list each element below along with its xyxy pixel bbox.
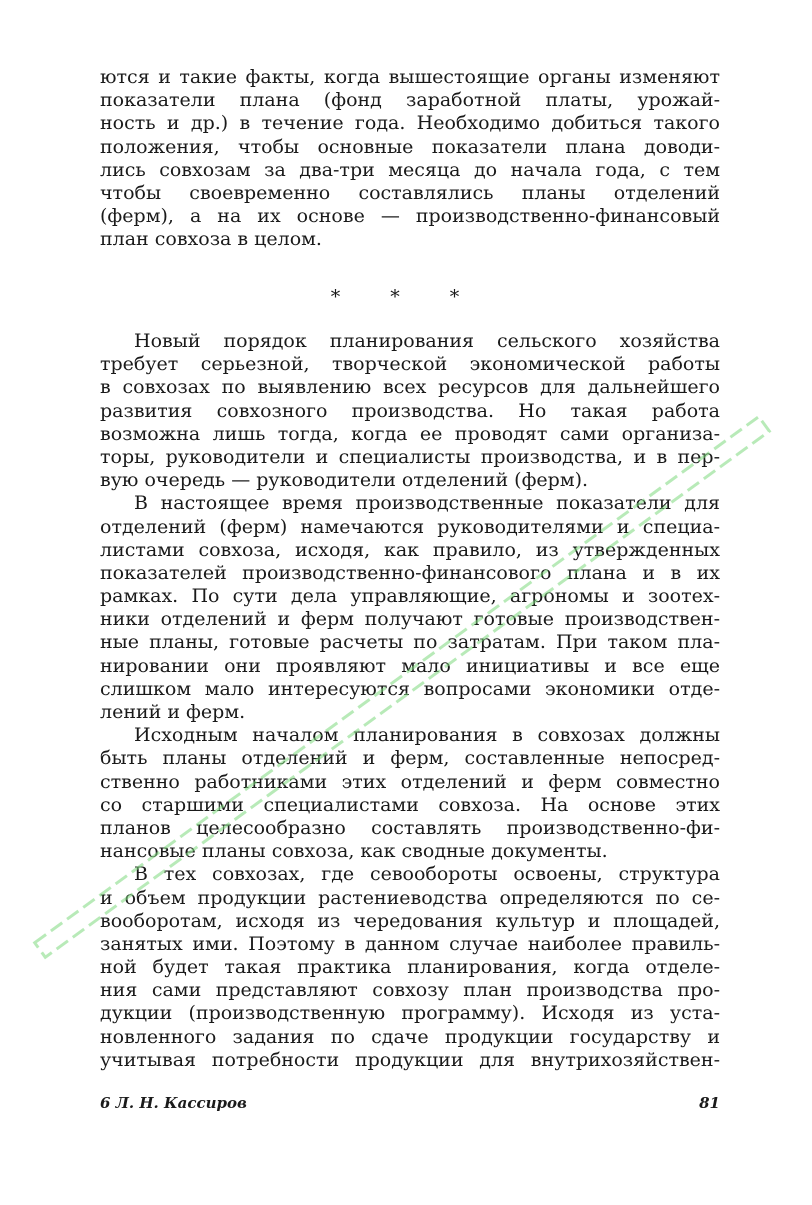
text-line: вую очередь — руководители отделений (ферм).: [100, 469, 589, 492]
body-text: [100, 330, 720, 1072]
text-line: ные планы, готовые расчеты по затратам. При таком пла-: [100, 631, 720, 654]
text-line: лись совхозам за два-три месяца до начала года, с тем: [100, 158, 720, 181]
text-line: со старшими специалистами совхоза. На основе этих: [100, 793, 720, 816]
text-line: вооборотам, исходя из чередования культур и площадей,: [100, 909, 720, 932]
text-line: дукции (производственную программу). Исходя из уста-: [100, 1002, 720, 1025]
text-line: торы, руководители и специалисты производства, и в пер-: [100, 445, 720, 468]
text-line: слишком мало интересуются вопросами экономики отде-: [100, 677, 720, 700]
text-line: лений и ферм.: [100, 701, 246, 723]
text-line: занятых ими. Поэтому в данном случае наиболее правиль-: [100, 932, 720, 955]
text-line: Новый порядок планирования сельского хозяйства: [134, 330, 720, 352]
text-line: ния сами представляют совхозу план производства про-: [100, 979, 720, 1002]
text-line: Исходным началом планирования в совхозах должны: [134, 724, 720, 747]
text-line: чтобы своевременно составлялись планы отделений: [100, 181, 720, 204]
footer-signature: 6 Л. Н. Кассиров: [100, 1094, 247, 1112]
text-line: возможна лишь тогда, когда ее проводят сами организа-: [100, 422, 720, 445]
text-line: нировании они проявляют мало инициативы и все еще: [100, 654, 720, 677]
text-line: план совхоза в целом.: [100, 228, 322, 251]
text-line: и объем продукции растениеводства определяются по се-: [100, 886, 720, 909]
text-line: ники отделений и ферм получают готовые производствен-: [100, 608, 720, 631]
paragraph-top: [100, 66, 720, 252]
text-line: ственно работниками этих отделений и ферм совместно: [100, 770, 720, 793]
text-line: ной будет такая практика планирования, когда отделе-: [100, 956, 720, 979]
paragraph: [100, 724, 720, 863]
text-line: рамках. По сути дела управляющие, агрономы и зоотех-: [100, 585, 720, 608]
text-line: ются и такие факты, когда вышестоящие органы изменяют: [100, 66, 720, 88]
text-line: развития совхозного производства. Но такая работа: [100, 399, 720, 422]
text-line: учитывая потребности продукции для внутрихозяйствен-: [100, 1048, 720, 1071]
page-number: 81: [699, 1094, 720, 1112]
text-line: (ферм), а на их основе — производственно-финансовый: [100, 205, 720, 228]
paragraph: [100, 330, 720, 492]
paragraph: [100, 492, 720, 724]
text-line: В тех совхозах, где севообороты освоены, структура: [134, 863, 720, 886]
text-line: показатели плана (фонд заработной платы, урожай-: [100, 89, 720, 112]
text-line: нансовые планы совхоза, как сводные документы.: [100, 840, 608, 863]
text-line: отделений (ферм) намечаются руководителями и специа-: [100, 515, 720, 538]
text-line: требует серьезной, творческой экономической работы: [100, 353, 720, 376]
section-separator: * * *: [330, 286, 482, 308]
text-line: быть планы отделений и ферм, составленные непосред-: [100, 747, 720, 770]
text-line: положения, чтобы основные показатели плана доводи-: [100, 135, 720, 158]
text-line: новленного задания по сдаче продукции государству и: [100, 1025, 720, 1048]
text-line: планов целесообразно составлять производственно-фи-: [100, 816, 720, 839]
paragraph: [100, 863, 720, 1072]
text-line: В настоящее время производственные показатели для: [134, 492, 720, 515]
text-line: показателей производственно-финансового плана и в их: [100, 561, 720, 584]
text-line: в совхозах по выявлению всех ресурсов для дальнейшего: [100, 376, 720, 399]
text-line: листами совхоза, исходя, как правило, из утвержденных: [100, 538, 720, 561]
text-line: ность и др.) в течение года. Необходимо добиться такого: [100, 112, 720, 135]
